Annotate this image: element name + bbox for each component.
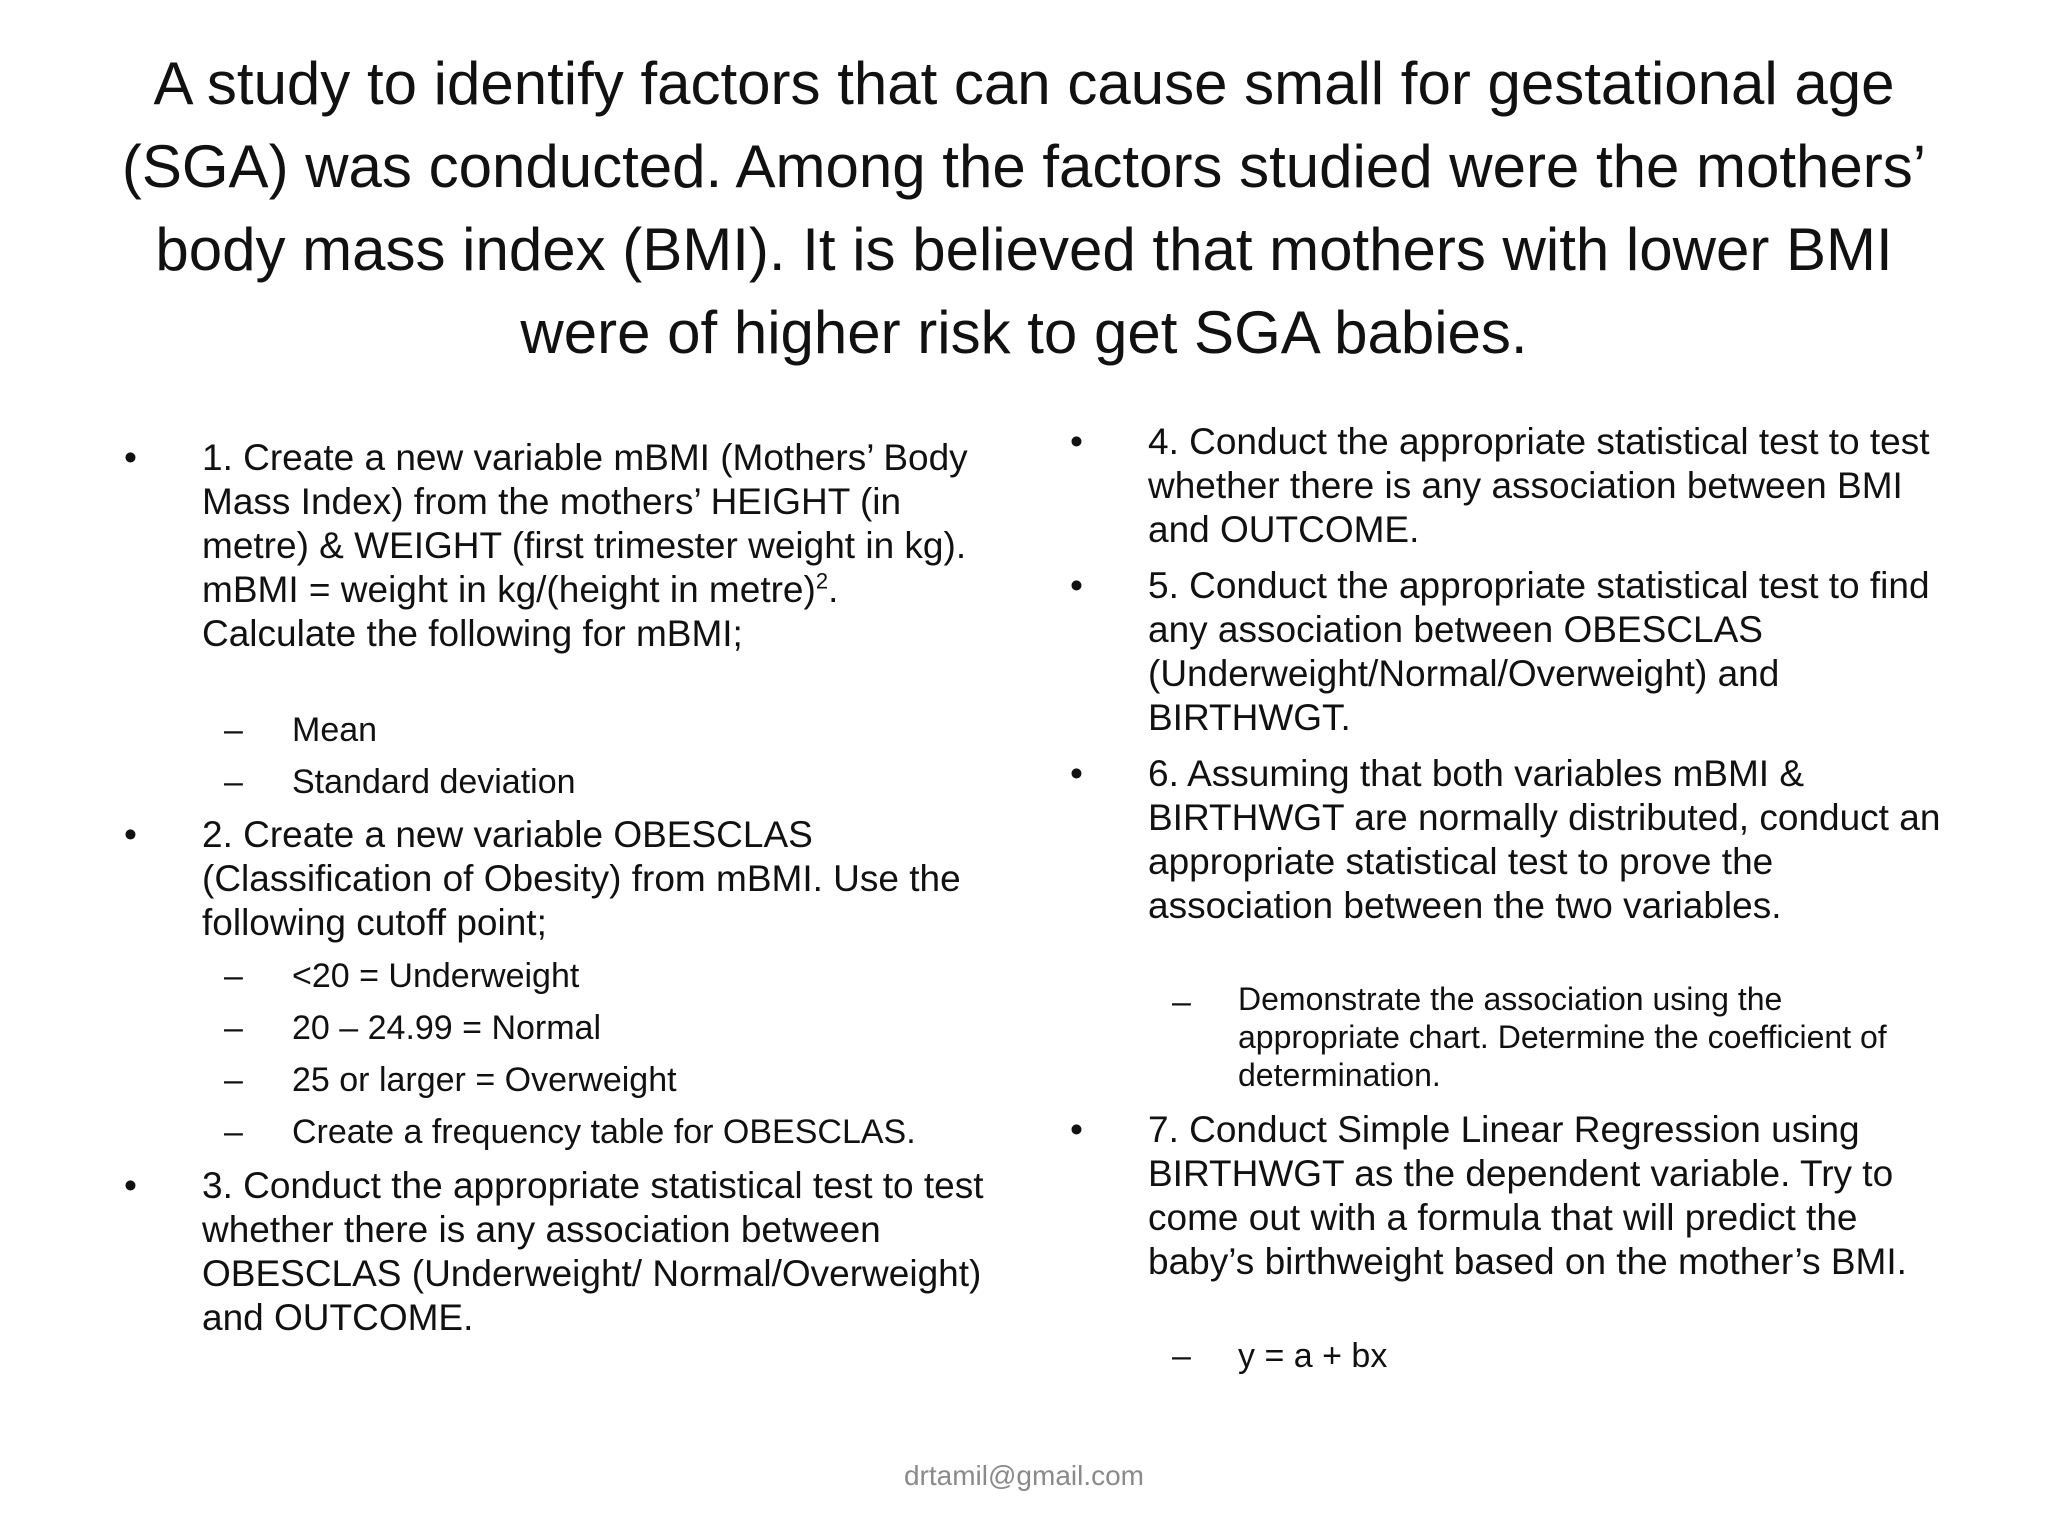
bullet-icon: • — [1070, 1109, 1083, 1150]
list-item-6: 6. Assuming that both variables mBMI & BIRTHWGT are normally distributed, conduct an appropriate statistical test to prove the association between the two variables. — [1148, 753, 1941, 926]
list-item-7: 7. Conduct Simple Linear Regression using BIRTHWGT as the dependent variable. Try to come out with a formula that will predict the baby’s birthweight based on the mother’s BMI. — [1148, 1109, 1907, 1282]
list-item-2: 2. Create a new variable OBESCLAS (Classification of Obesity) from mBMI. Use the following cutoff point; — [202, 814, 961, 943]
list-item-3: 3. Conduct the appropriate statistical test to test whether there is any association between OBESCLAS (Underweight/ Normal/Overweight) and OUTCOME. — [202, 1165, 984, 1338]
bullet-icon: • — [124, 814, 137, 855]
dash-icon: – — [1172, 1337, 1191, 1375]
sub-item-underweight: <20 = Underweight — [292, 957, 580, 995]
item-1-text: 1. Create a new variable mBMI (Mothers’ Body Mass Index) from the mothers’ HEIGHT (in metre) & WEIGHT (first trimester weight in kg). mBMI = weight in kg/(height in metre) — [202, 437, 968, 610]
dash-icon: – — [224, 1061, 243, 1099]
item-1-text-end: . Calculate the following for mBMI; — [202, 569, 839, 654]
bullet-icon: • — [1070, 753, 1083, 794]
sub-item-normal: 20 – 24.99 = Normal — [292, 1009, 602, 1047]
bullet-icon: • — [1070, 565, 1083, 606]
list-item-5: 5. Conduct the appropriate statistical test to find any association between OBESCLAS (Underweight/Normal/Overweight) and BIRTHWGT. — [1148, 565, 1930, 738]
bullet-icon: • — [124, 437, 137, 478]
sub-item-overweight: 25 or larger = Overweight — [292, 1061, 677, 1099]
dash-icon: – — [1172, 983, 1191, 1021]
sub-item-standard-deviation: Standard deviation — [292, 763, 576, 801]
slide-title: A study to identify factors that can cause small for gestational age (SGA) was conducted. Among the factors studied were the mothers’ body mass index (BMI). It is believed that mothers with lower BMI were of higher risk to get SGA babies. — [121, 50, 1927, 366]
footer-email: drtamil@gmail.com — [903, 1460, 1145, 1491]
dash-icon: – — [224, 957, 243, 995]
sub-item-demonstrate-association: Demonstrate the association using the appropriate chart. Determine the coefficient of determination. — [1238, 981, 1887, 1093]
sub-item-regression-formula: y = a + bx — [1238, 1337, 1388, 1375]
dash-icon: – — [224, 711, 243, 749]
bullet-icon: • — [124, 1165, 137, 1206]
bullet-icon: • — [1070, 421, 1083, 462]
sub-item-frequency-table: Create a frequency table for OBESCLAS. — [292, 1113, 916, 1151]
dash-icon: – — [224, 1113, 243, 1151]
sub-item-mean: Mean — [292, 711, 378, 749]
list-item-4: 4. Conduct the appropriate statistical test to test whether there is any association between BMI and OUTCOME. — [1148, 421, 1930, 550]
list-item-1 — [202, 436, 1002, 656]
dash-icon: – — [224, 1009, 243, 1047]
superscript: 2 — [815, 568, 829, 594]
dash-icon: – — [224, 763, 243, 801]
